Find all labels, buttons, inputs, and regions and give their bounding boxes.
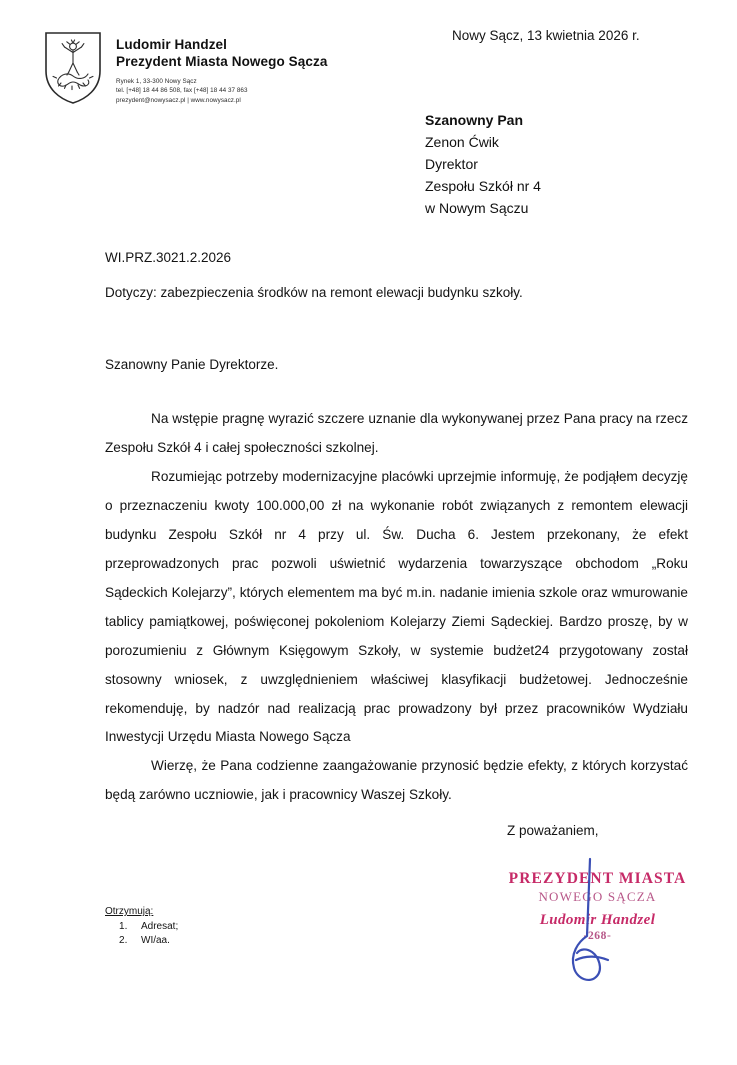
- sender-address: Rynek 1, 33-300 Nowy Sącz: [116, 77, 197, 85]
- addressee-block: [425, 110, 541, 220]
- body-paragraph: Rozumiejąc potrzeby modernizacyjne placówki uprzejmie informuję, że podjąłem decyzję o przeznaczeniu kwoty 100.000,00 zł na wykonanie robót związanych z remontem elewacji budynku Zespołu Szkół nr 4 przy ul. Św. Ducha 6. Jestem przekonany, że efekt przeprowadzonych prac pozwoli uświetnić wydarzenia towarzyszące obchodom „Roku Sądeckich Kolejarzy”, których elementem ma być m.in. nadanie imienia szkole oraz wmurowanie tablicy pamiątkowej, poświęconej pokoleniom Kolejarzy Ziemi Sądeckiej. Bardzo proszę, by w porozumieniu z Głównym Księgowym Szkoły, w systemie budżet24 przygotowany został stosowny wniosek, z uwzględnieniem właściwej klasyfikacji budżetowej. Jednocześnie rekomenduję, by nadzór nad realizacją prac prowadzony był przez pracowników Wydziału Inwestycji Urzędu Miasta Nowego Sącza: [105, 468, 688, 745]
- addressee-city: w Nowym Sączu: [425, 199, 529, 216]
- closing-line: Z poważaniem,: [507, 823, 599, 838]
- sender-contact: [116, 77, 327, 106]
- sender-phone: tel. [+48] 18 44 86 508, fax [+48] 18 44 37 863: [116, 87, 248, 95]
- addressee-salutation: Szanowny Pan: [425, 112, 524, 128]
- list-item: WI/aa.: [141, 935, 170, 947]
- addressee-institution: Zespołu Szkół nr 4: [425, 177, 541, 194]
- stamp-line-city: NOWEGO SĄCZA: [538, 889, 657, 904]
- letterhead: [44, 31, 327, 106]
- sender-web: prezydent@nowysacz.pl | www.nowysacz.pl: [116, 97, 241, 105]
- greeting: Szanowny Panie Dyrektorze.: [105, 357, 279, 372]
- recipients-list: [105, 920, 178, 948]
- recipients-heading: Otrzymują:: [105, 906, 154, 917]
- date-line: Nowy Sącz, 13 kwietnia 2026 r.: [452, 28, 640, 43]
- handwritten-signature-icon: [556, 856, 646, 991]
- body-paragraph: Wierzę, że Pana codzienne zaangażowanie przynosić będzie efekty, z których korzystać będą zarówno uczniowie, jak i pracownicy Waszej Szkoły.: [105, 758, 688, 803]
- addressee-position: Dyrektor: [425, 155, 478, 172]
- stamp-line-office: PREZYDENT MIASTA: [508, 870, 687, 887]
- addressee-name: Zenon Ćwik: [425, 133, 499, 150]
- official-stamp: [505, 870, 690, 942]
- reference-number: WI.PRZ.3021.2.2026: [105, 250, 232, 265]
- stamp-line-name: Ludomir Handzel: [539, 912, 656, 928]
- sender-title: Prezydent Miasta Nowego Sącza: [116, 54, 328, 70]
- recipients-block: [105, 905, 178, 949]
- sender-name: Ludomir Handzel: [116, 37, 228, 52]
- coat-of-arms-icon: [44, 31, 102, 105]
- stamp-line-number: -268-: [583, 930, 612, 942]
- body-paragraph: Na wstępie pragnę wyrazić szczere uznanie dla wykonywanej przez Pana pracy na rzecz Zespołu Szkół 4 i całej społeczności szkolnej.: [105, 411, 688, 455]
- letterhead-text: [116, 31, 327, 106]
- letter-body: [105, 405, 688, 810]
- subject-line: Dotyczy: zabezpieczenia środków na remont elewacji budynku szkoły.: [105, 285, 523, 300]
- list-item: Adresat;: [141, 921, 179, 933]
